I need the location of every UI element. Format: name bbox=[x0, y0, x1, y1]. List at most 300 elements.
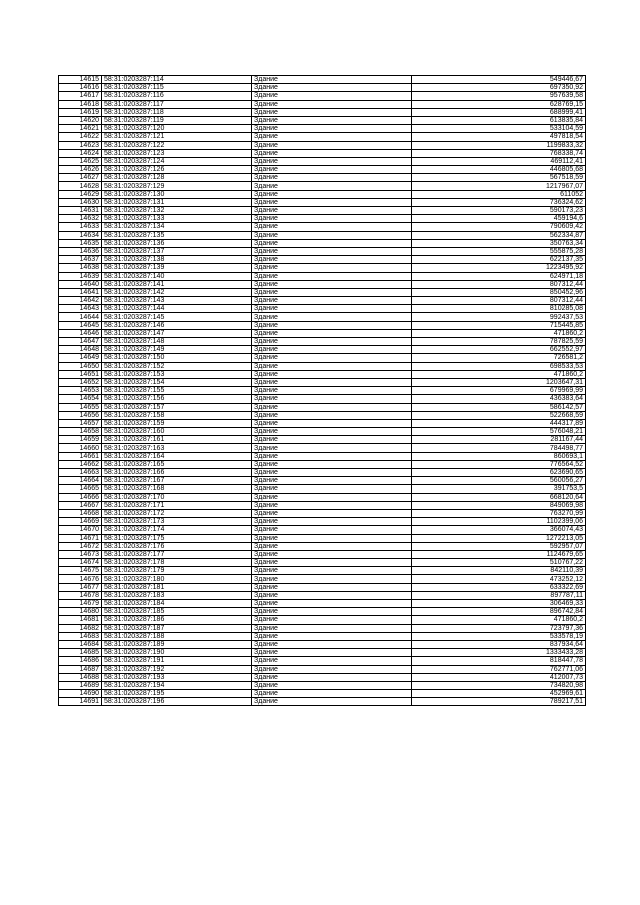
cadastral-number-cell: 58:31:0203287:188 bbox=[102, 632, 252, 640]
object-type-cell: Здание bbox=[252, 632, 412, 640]
table-row bbox=[59, 338, 586, 346]
row-number-cell: 14647 bbox=[59, 338, 102, 346]
table-row bbox=[59, 166, 586, 174]
row-number-cell: 14668 bbox=[59, 509, 102, 517]
row-number-cell: 14666 bbox=[59, 493, 102, 501]
table-row bbox=[59, 608, 586, 616]
row-number-cell: 14665 bbox=[59, 485, 102, 493]
table-row bbox=[59, 698, 586, 706]
table-row bbox=[59, 640, 586, 648]
row-number-cell: 14642 bbox=[59, 297, 102, 305]
table-row bbox=[59, 100, 586, 108]
value-cell: 992437,53 bbox=[412, 313, 586, 321]
table-row bbox=[59, 108, 586, 116]
cadastral-number-cell: 58:31:0203287:163 bbox=[102, 444, 252, 452]
object-type-cell: Здание bbox=[252, 297, 412, 305]
value-cell: 560056,27 bbox=[412, 477, 586, 485]
object-type-cell: Здание bbox=[252, 640, 412, 648]
object-type-cell: Здание bbox=[252, 264, 412, 272]
row-number-cell: 14650 bbox=[59, 362, 102, 370]
cadastral-number-cell: 58:31:0203287:155 bbox=[102, 387, 252, 395]
table-row bbox=[59, 198, 586, 206]
object-type-cell: Здание bbox=[252, 157, 412, 165]
cadastral-number-cell: 58:31:0203287:135 bbox=[102, 231, 252, 239]
value-cell: 842110,39 bbox=[412, 567, 586, 575]
table-row bbox=[59, 305, 586, 313]
cadastral-number-cell: 58:31:0203287:164 bbox=[102, 452, 252, 460]
row-number-cell: 14667 bbox=[59, 501, 102, 509]
object-type-cell: Здание bbox=[252, 108, 412, 116]
cadastral-number-cell: 58:31:0203287:133 bbox=[102, 215, 252, 223]
row-number-cell: 14631 bbox=[59, 207, 102, 215]
cadastral-number-cell: 58:31:0203287:190 bbox=[102, 649, 252, 657]
table-row bbox=[59, 125, 586, 133]
row-number-cell: 14622 bbox=[59, 133, 102, 141]
row-number-cell: 14662 bbox=[59, 460, 102, 468]
table-row bbox=[59, 157, 586, 165]
cadastral-number-cell: 58:31:0203287:157 bbox=[102, 403, 252, 411]
table-row bbox=[59, 297, 586, 305]
object-type-cell: Здание bbox=[252, 387, 412, 395]
value-cell: 1203647,31 bbox=[412, 378, 586, 386]
row-number-cell: 14672 bbox=[59, 542, 102, 550]
table-row bbox=[59, 182, 586, 190]
row-number-cell: 14663 bbox=[59, 469, 102, 477]
value-cell: 436383,64 bbox=[412, 395, 586, 403]
cadastral-number-cell: 58:31:0203287:131 bbox=[102, 198, 252, 206]
table-row bbox=[59, 575, 586, 583]
cadastral-number-cell: 58:31:0203287:115 bbox=[102, 84, 252, 92]
table-row bbox=[59, 428, 586, 436]
row-number-cell: 14653 bbox=[59, 387, 102, 395]
object-type-cell: Здание bbox=[252, 354, 412, 362]
table-row bbox=[59, 313, 586, 321]
row-number-cell: 14644 bbox=[59, 313, 102, 321]
object-type-cell: Здание bbox=[252, 288, 412, 296]
row-number-cell: 14646 bbox=[59, 329, 102, 337]
table-row bbox=[59, 632, 586, 640]
cadastral-number-cell: 58:31:0203287:138 bbox=[102, 256, 252, 264]
row-number-cell: 14661 bbox=[59, 452, 102, 460]
row-number-cell: 14659 bbox=[59, 436, 102, 444]
cadastral-number-cell: 58:31:0203287:172 bbox=[102, 509, 252, 517]
cadastral-number-cell: 58:31:0203287:186 bbox=[102, 616, 252, 624]
value-cell: 679969,99 bbox=[412, 387, 586, 395]
value-cell: 1272213,05 bbox=[412, 534, 586, 542]
value-cell: 590173,23 bbox=[412, 207, 586, 215]
row-number-cell: 14686 bbox=[59, 657, 102, 665]
table-row bbox=[59, 616, 586, 624]
object-type-cell: Здание bbox=[252, 133, 412, 141]
cadastral-number-cell: 58:31:0203287:178 bbox=[102, 559, 252, 567]
object-type-cell: Здание bbox=[252, 567, 412, 575]
value-cell: 350763,34 bbox=[412, 239, 586, 247]
value-cell: 837934,64 bbox=[412, 640, 586, 648]
table-row bbox=[59, 542, 586, 550]
object-type-cell: Здание bbox=[252, 125, 412, 133]
row-number-cell: 14670 bbox=[59, 526, 102, 534]
row-number-cell: 14681 bbox=[59, 616, 102, 624]
value-cell: 391753,5 bbox=[412, 485, 586, 493]
object-type-cell: Здание bbox=[252, 452, 412, 460]
value-cell: 784498,77 bbox=[412, 444, 586, 452]
row-number-cell: 14620 bbox=[59, 116, 102, 124]
row-number-cell: 14639 bbox=[59, 272, 102, 280]
value-cell: 762771,06 bbox=[412, 665, 586, 673]
table-row bbox=[59, 444, 586, 452]
row-number-cell: 14655 bbox=[59, 403, 102, 411]
object-type-cell: Здание bbox=[252, 239, 412, 247]
object-type-cell: Здание bbox=[252, 403, 412, 411]
object-type-cell: Здание bbox=[252, 329, 412, 337]
object-type-cell: Здание bbox=[252, 608, 412, 616]
value-cell: 412007,73 bbox=[412, 673, 586, 681]
table-row bbox=[59, 223, 586, 231]
table-row bbox=[59, 649, 586, 657]
row-number-cell: 14683 bbox=[59, 632, 102, 640]
table-row bbox=[59, 141, 586, 149]
value-cell: 628769,15 bbox=[412, 100, 586, 108]
table-row bbox=[59, 591, 586, 599]
value-cell: 452969,61 bbox=[412, 690, 586, 698]
value-cell: 471860,2 bbox=[412, 329, 586, 337]
value-cell: 668120,64 bbox=[412, 493, 586, 501]
cadastral-number-cell: 58:31:0203287:141 bbox=[102, 280, 252, 288]
row-number-cell: 14680 bbox=[59, 608, 102, 616]
row-number-cell: 14626 bbox=[59, 166, 102, 174]
value-cell: 611052 bbox=[412, 190, 586, 198]
cadastral-number-cell: 58:31:0203287:168 bbox=[102, 485, 252, 493]
row-number-cell: 14657 bbox=[59, 419, 102, 427]
value-cell: 510767,22 bbox=[412, 559, 586, 567]
object-type-cell: Здание bbox=[252, 534, 412, 542]
cadastral-number-cell: 58:31:0203287:139 bbox=[102, 264, 252, 272]
cadastral-number-cell: 58:31:0203287:156 bbox=[102, 395, 252, 403]
table-body bbox=[59, 76, 586, 706]
value-cell: 810285,08 bbox=[412, 305, 586, 313]
row-number-cell: 14690 bbox=[59, 690, 102, 698]
row-number-cell: 14625 bbox=[59, 157, 102, 165]
table-row bbox=[59, 387, 586, 395]
cadastral-number-cell: 58:31:0203287:130 bbox=[102, 190, 252, 198]
value-cell: 586142,57 bbox=[412, 403, 586, 411]
object-type-cell: Здание bbox=[252, 509, 412, 517]
row-number-cell: 14652 bbox=[59, 378, 102, 386]
cadastral-number-cell: 58:31:0203287:180 bbox=[102, 575, 252, 583]
value-cell: 533104,59 bbox=[412, 125, 586, 133]
value-cell: 1199833,32 bbox=[412, 141, 586, 149]
table-row bbox=[59, 469, 586, 477]
row-number-cell: 14621 bbox=[59, 125, 102, 133]
row-number-cell: 14669 bbox=[59, 518, 102, 526]
object-type-cell: Здание bbox=[252, 313, 412, 321]
cadastral-number-cell: 58:31:0203287:114 bbox=[102, 76, 252, 84]
cadastral-number-cell: 58:31:0203287:185 bbox=[102, 608, 252, 616]
value-cell: 469112,41 bbox=[412, 157, 586, 165]
row-number-cell: 14619 bbox=[59, 108, 102, 116]
row-number-cell: 14675 bbox=[59, 567, 102, 575]
row-number-cell: 14674 bbox=[59, 559, 102, 567]
table-row bbox=[59, 493, 586, 501]
row-number-cell: 14630 bbox=[59, 198, 102, 206]
object-type-cell: Здание bbox=[252, 411, 412, 419]
value-cell: 957639,58 bbox=[412, 92, 586, 100]
value-cell: 768338,74 bbox=[412, 149, 586, 157]
value-cell: 444317,89 bbox=[412, 419, 586, 427]
cadastral-number-cell: 58:31:0203287:119 bbox=[102, 116, 252, 124]
table-row bbox=[59, 395, 586, 403]
row-number-cell: 14649 bbox=[59, 354, 102, 362]
object-type-cell: Здание bbox=[252, 444, 412, 452]
row-number-cell: 14688 bbox=[59, 673, 102, 681]
table-row bbox=[59, 362, 586, 370]
value-cell: 698533,53 bbox=[412, 362, 586, 370]
table-row bbox=[59, 84, 586, 92]
cadastral-number-cell: 58:31:0203287:161 bbox=[102, 436, 252, 444]
row-number-cell: 14634 bbox=[59, 231, 102, 239]
object-type-cell: Здание bbox=[252, 436, 412, 444]
row-number-cell: 14676 bbox=[59, 575, 102, 583]
table-row bbox=[59, 583, 586, 591]
row-number-cell: 14618 bbox=[59, 100, 102, 108]
object-type-cell: Здание bbox=[252, 673, 412, 681]
row-number-cell: 14627 bbox=[59, 174, 102, 182]
table-row bbox=[59, 329, 586, 337]
table-row bbox=[59, 673, 586, 681]
row-number-cell: 14616 bbox=[59, 84, 102, 92]
cadastral-number-cell: 58:31:0203287:143 bbox=[102, 297, 252, 305]
table-row bbox=[59, 550, 586, 558]
row-number-cell: 14658 bbox=[59, 428, 102, 436]
row-number-cell: 14633 bbox=[59, 223, 102, 231]
value-cell: 592957,07 bbox=[412, 542, 586, 550]
object-type-cell: Здание bbox=[252, 190, 412, 198]
row-number-cell: 14628 bbox=[59, 182, 102, 190]
object-type-cell: Здание bbox=[252, 247, 412, 255]
cadastral-number-cell: 58:31:0203287:191 bbox=[102, 657, 252, 665]
table-row bbox=[59, 239, 586, 247]
object-type-cell: Здание bbox=[252, 419, 412, 427]
row-number-cell: 14635 bbox=[59, 239, 102, 247]
value-cell: 763270,99 bbox=[412, 509, 586, 517]
cadastral-number-cell: 58:31:0203287:153 bbox=[102, 370, 252, 378]
cadastral-number-cell: 58:31:0203287:134 bbox=[102, 223, 252, 231]
value-cell: 776564,52 bbox=[412, 460, 586, 468]
cadastral-number-cell: 58:31:0203287:152 bbox=[102, 362, 252, 370]
table-row bbox=[59, 76, 586, 84]
row-number-cell: 14687 bbox=[59, 665, 102, 673]
table-row bbox=[59, 509, 586, 517]
value-cell: 555875,28 bbox=[412, 247, 586, 255]
value-cell: 613835,84 bbox=[412, 116, 586, 124]
object-type-cell: Здание bbox=[252, 305, 412, 313]
cadastral-number-cell: 58:31:0203287:122 bbox=[102, 141, 252, 149]
cadastral-number-cell: 58:31:0203287:160 bbox=[102, 428, 252, 436]
cadastral-number-cell: 58:31:0203287:154 bbox=[102, 378, 252, 386]
table-row bbox=[59, 215, 586, 223]
value-cell: 849069,98 bbox=[412, 501, 586, 509]
object-type-cell: Здание bbox=[252, 92, 412, 100]
row-number-cell: 14641 bbox=[59, 288, 102, 296]
object-type-cell: Здание bbox=[252, 591, 412, 599]
table-row bbox=[59, 247, 586, 255]
cadastral-number-cell: 58:31:0203287:170 bbox=[102, 493, 252, 501]
table-row bbox=[59, 207, 586, 215]
row-number-cell: 14673 bbox=[59, 550, 102, 558]
table-row bbox=[59, 657, 586, 665]
table-row bbox=[59, 321, 586, 329]
row-number-cell: 14638 bbox=[59, 264, 102, 272]
value-cell: 533578,19 bbox=[412, 632, 586, 640]
cadastral-number-cell: 58:31:0203287:149 bbox=[102, 346, 252, 354]
value-cell: 787825,59 bbox=[412, 338, 586, 346]
value-cell: 789217,51 bbox=[412, 698, 586, 706]
value-cell: 623690,65 bbox=[412, 469, 586, 477]
cadastral-number-cell: 58:31:0203287:118 bbox=[102, 108, 252, 116]
object-type-cell: Здание bbox=[252, 149, 412, 157]
value-cell: 818447,78 bbox=[412, 657, 586, 665]
object-type-cell: Здание bbox=[252, 575, 412, 583]
object-type-cell: Здание bbox=[252, 616, 412, 624]
cadastral-number-cell: 58:31:0203287:165 bbox=[102, 460, 252, 468]
value-cell: 633322,69 bbox=[412, 583, 586, 591]
value-cell: 622137,35 bbox=[412, 256, 586, 264]
table-row bbox=[59, 501, 586, 509]
value-cell: 726581,2 bbox=[412, 354, 586, 362]
object-type-cell: Здание bbox=[252, 395, 412, 403]
value-cell: 736324,62 bbox=[412, 198, 586, 206]
cadastral-number-cell: 58:31:0203287:175 bbox=[102, 534, 252, 542]
cadastral-number-cell: 58:31:0203287:150 bbox=[102, 354, 252, 362]
cadastral-number-cell: 58:31:0203287:174 bbox=[102, 526, 252, 534]
table-row bbox=[59, 346, 586, 354]
object-type-cell: Здание bbox=[252, 370, 412, 378]
table-row bbox=[59, 681, 586, 689]
object-type-cell: Здание bbox=[252, 198, 412, 206]
cadastral-number-cell: 58:31:0203287:184 bbox=[102, 600, 252, 608]
table-row bbox=[59, 378, 586, 386]
object-type-cell: Здание bbox=[252, 84, 412, 92]
object-type-cell: Здание bbox=[252, 321, 412, 329]
table-row bbox=[59, 370, 586, 378]
table-row bbox=[59, 559, 586, 567]
cadastral-number-cell: 58:31:0203287:140 bbox=[102, 272, 252, 280]
cadastral-number-cell: 58:31:0203287:167 bbox=[102, 477, 252, 485]
table-row bbox=[59, 149, 586, 157]
row-number-cell: 14651 bbox=[59, 370, 102, 378]
object-type-cell: Здание bbox=[252, 665, 412, 673]
value-cell: 897787,11 bbox=[412, 591, 586, 599]
row-number-cell: 14623 bbox=[59, 141, 102, 149]
value-cell: 281167,44 bbox=[412, 436, 586, 444]
object-type-cell: Здание bbox=[252, 550, 412, 558]
row-number-cell: 14685 bbox=[59, 649, 102, 657]
cadastral-number-cell: 58:31:0203287:158 bbox=[102, 411, 252, 419]
object-type-cell: Здание bbox=[252, 272, 412, 280]
object-type-cell: Здание bbox=[252, 223, 412, 231]
object-type-cell: Здание bbox=[252, 280, 412, 288]
object-type-cell: Здание bbox=[252, 460, 412, 468]
object-type-cell: Здание bbox=[252, 231, 412, 239]
value-cell: 790609,42 bbox=[412, 223, 586, 231]
cadastral-number-cell: 58:31:0203287:196 bbox=[102, 698, 252, 706]
row-number-cell: 14684 bbox=[59, 640, 102, 648]
cadastral-number-cell: 58:31:0203287:166 bbox=[102, 469, 252, 477]
object-type-cell: Здание bbox=[252, 76, 412, 84]
table-row bbox=[59, 477, 586, 485]
row-number-cell: 14678 bbox=[59, 591, 102, 599]
value-cell: 662552,97 bbox=[412, 346, 586, 354]
object-type-cell: Здание bbox=[252, 362, 412, 370]
row-number-cell: 14664 bbox=[59, 477, 102, 485]
table-row bbox=[59, 665, 586, 673]
table-row bbox=[59, 190, 586, 198]
table-row bbox=[59, 526, 586, 534]
cadastral-number-cell: 58:31:0203287:136 bbox=[102, 239, 252, 247]
value-cell: 715445,85 bbox=[412, 321, 586, 329]
row-number-cell: 14640 bbox=[59, 280, 102, 288]
cadastral-number-cell: 58:31:0203287:179 bbox=[102, 567, 252, 575]
table-row bbox=[59, 403, 586, 411]
object-type-cell: Здание bbox=[252, 182, 412, 190]
value-cell: 473252,12 bbox=[412, 575, 586, 583]
object-type-cell: Здание bbox=[252, 141, 412, 149]
object-type-cell: Здание bbox=[252, 690, 412, 698]
table-row bbox=[59, 264, 586, 272]
cadastral-number-cell: 58:31:0203287:126 bbox=[102, 166, 252, 174]
object-type-cell: Здание bbox=[252, 428, 412, 436]
table-row bbox=[59, 460, 586, 468]
table-row bbox=[59, 354, 586, 362]
table-row bbox=[59, 534, 586, 542]
row-number-cell: 14656 bbox=[59, 411, 102, 419]
table-row bbox=[59, 92, 586, 100]
row-number-cell: 14617 bbox=[59, 92, 102, 100]
object-type-cell: Здание bbox=[252, 624, 412, 632]
object-type-cell: Здание bbox=[252, 338, 412, 346]
table-row bbox=[59, 288, 586, 296]
cadastral-number-cell: 58:31:0203287:176 bbox=[102, 542, 252, 550]
cadastral-number-cell: 58:31:0203287:117 bbox=[102, 100, 252, 108]
table-row bbox=[59, 485, 586, 493]
value-cell: 734820,98 bbox=[412, 681, 586, 689]
row-number-cell: 14648 bbox=[59, 346, 102, 354]
table-row bbox=[59, 690, 586, 698]
table-row bbox=[59, 411, 586, 419]
cadastral-number-cell: 58:31:0203287:192 bbox=[102, 665, 252, 673]
object-type-cell: Здание bbox=[252, 526, 412, 534]
row-number-cell: 14624 bbox=[59, 149, 102, 157]
table-row bbox=[59, 231, 586, 239]
value-cell: 697350,92 bbox=[412, 84, 586, 92]
object-type-cell: Здание bbox=[252, 649, 412, 657]
object-type-cell: Здание bbox=[252, 583, 412, 591]
object-type-cell: Здание bbox=[252, 698, 412, 706]
row-number-cell: 14660 bbox=[59, 444, 102, 452]
object-type-cell: Здание bbox=[252, 346, 412, 354]
object-type-cell: Здание bbox=[252, 477, 412, 485]
cadastral-number-cell: 58:31:0203287:194 bbox=[102, 681, 252, 689]
row-number-cell: 14654 bbox=[59, 395, 102, 403]
object-type-cell: Здание bbox=[252, 559, 412, 567]
cadastral-number-cell: 58:31:0203287:120 bbox=[102, 125, 252, 133]
object-type-cell: Здание bbox=[252, 493, 412, 501]
value-cell: 688999,41 bbox=[412, 108, 586, 116]
table-row bbox=[59, 116, 586, 124]
object-type-cell: Здание bbox=[252, 378, 412, 386]
cadastral-value-table bbox=[58, 75, 586, 706]
cadastral-number-cell: 58:31:0203287:183 bbox=[102, 591, 252, 599]
